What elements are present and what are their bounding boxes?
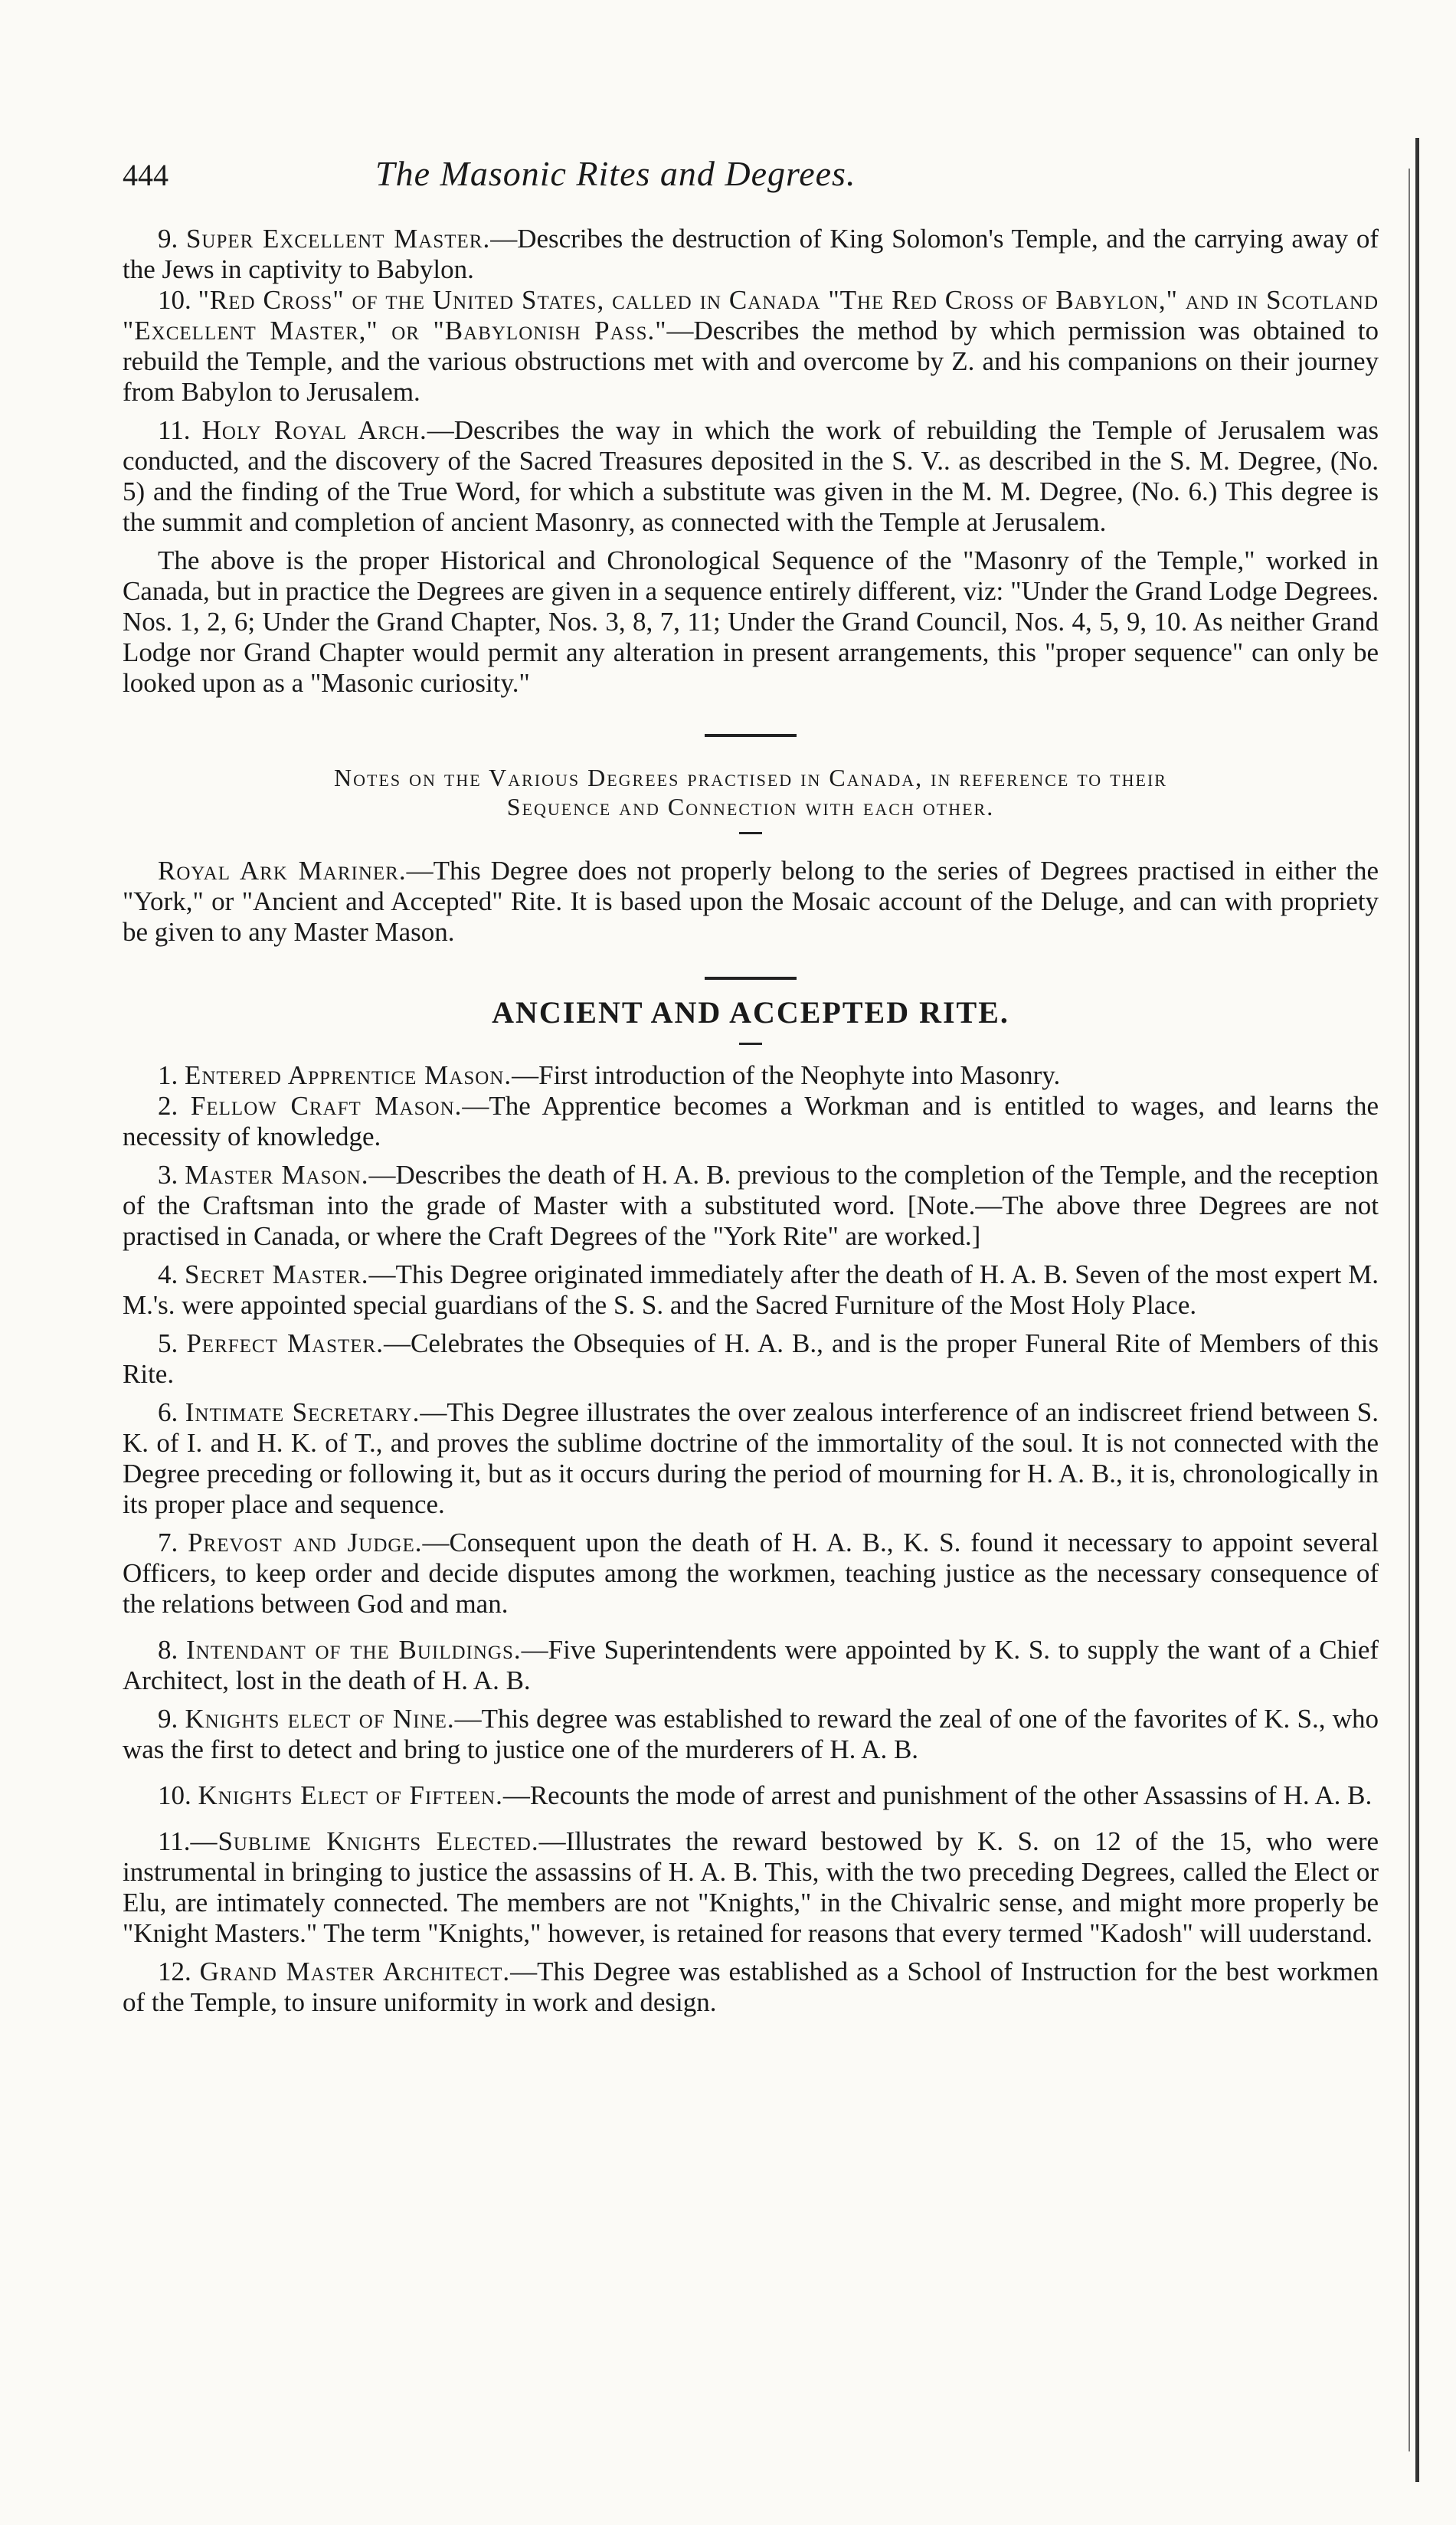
list-item: 8. Intendant of the Buildings.—Five Superintendents were appointed by K. S. to supply the want of a Chief Architect, lost in the death of H. A. B.	[123, 1635, 1379, 1695]
list-item: 7. Prevost and Judge.—Consequent upon the death of H. A. B., K. S. found it necessary to appoint several Officers, to keep order and decide disputes among the workmen, teaching justice as the necessary consequence of the relations between God and man.	[123, 1528, 1379, 1619]
page-header	[123, 153, 1379, 207]
top-items	[123, 224, 1379, 699]
list-item: 9. Knights elect of Nine.—This degree was established to reward the zeal of one of the favorites of K. S., who was the first to detect and bring to justice one of the murderers of H. A. B.	[123, 1704, 1379, 1764]
section-heading: ANCIENT AND ACCEPTED RITE.	[492, 995, 1009, 1030]
royal-ark-paragraph: Royal Ark Mariner.—This Degree does not properly belong to the series of Degrees practised in either the "York," or "Ancient and Accepted" Rite. It is based upon the Mosaic account of the Deluge, and can with propriety be given to any Master Mason.	[123, 856, 1379, 947]
running-title: The Masonic Rites and Degrees.	[375, 154, 856, 193]
section-divider	[705, 734, 797, 737]
list-item: 2. Fellow Craft Mason.—The Apprentice becomes a Workman and is entitled to wages, and learns the necessity of knowledge.	[123, 1091, 1379, 1151]
page-number: 444	[123, 158, 169, 192]
short-divider	[739, 832, 762, 834]
short-divider	[739, 1043, 762, 1045]
list-item: 1. Entered Apprentice Mason.—First introduction of the Neophyte into Masonry.	[158, 1060, 1061, 1090]
page-edge-border-inner	[1409, 169, 1410, 2451]
list-item: 3. Master Mason.—Describes the death of H. A. B. previous to the completion of the Temple, and the reception of the Craftsman into the grade of Master with a substituted word. [Note.—The above three Degrees are not practised in Canada, or where the Craft Degrees of the "York Rite" are worked.]	[123, 1160, 1379, 1251]
rite-items	[123, 1060, 1379, 2018]
list-item: 11. Holy Royal Arch.—Describes the way in which the work of rebuilding the Temple of Jerusalem was conducted, and the discovery of the Sacred Treasures deposited in the S. V.. as described in the S. M. Degree, (No. 5) and the finding of the True Word, for which a substitute was given in the M. M. Degree, (No. 6.) This degree is the summit and completion of ancient Masonry, as connected with the Temple at Jerusalem.	[123, 415, 1379, 537]
book-page	[123, 153, 1379, 2018]
list-item: 12. Grand Master Architect.—This Degree was established as a School of Instruction for the best workmen of the Temple, to insure uniformity in work and design.	[123, 1957, 1379, 2017]
list-item: 9. Super Excellent Master.—Describes the destruction of King Solomon's Temple, and the carrying away of the Jews in captivity to Babylon.	[123, 224, 1379, 284]
sequence-paragraph: The above is the proper Historical and Chronological Sequence of the "Masonry of the Temple," worked in Canada, but in practice the Degrees are given in a sequence entirely different, viz: "Under the Grand Lodge Degrees. Nos. 1, 2, 6; Under the Grand Chapter, Nos. 3, 8, 7, 11; Under the Grand Council, Nos. 4, 5, 9, 10. As neither Grand Lodge nor Grand Chapter would permit any alteration in present arrangements, this "proper sequence" can only be looked upon as a "Masonic curiosity."	[123, 545, 1379, 698]
list-item: 10. "Red Cross" of the United States, called in Canada "The Red Cross of Babylon," and in Scotland "Excellent Master," or "Babylonish Pass."—Describes the method by which permission was obtained to rebuild the Temple, and the various obstructions met with and overcome by Z. and his companions on their journey from Babylon to Jerusalem.	[123, 285, 1379, 407]
notes-heading: Notes on the Various Degrees practised in Canada, in reference to their Sequence and Connection with each other.	[334, 764, 1167, 820]
list-item: 10. Knights Elect of Fifteen.—Recounts the mode of arrest and punishment of the other Assassins of H. A. B.	[158, 1780, 1373, 1810]
section-divider	[705, 977, 797, 980]
list-item: 6. Intimate Secretary.—This Degree illustrates the over zealous interference of an indiscreet friend between S. K. of I. and H. K. of T., and proves the sublime doctrine of the immortality of the soul. It is not connected with the Degree preceding or following it, but as it occurs during the period of mourning for H. A. B., it is, chronologically in its proper place and sequence.	[123, 1397, 1379, 1519]
list-item: 4. Secret Master.—This Degree originated immediately after the death of H. A. B. Seven of the most expert M. M.'s. were appointed special guardians of the S. S. and the Sacred Furniture of the Most Holy Place.	[123, 1259, 1379, 1320]
page-edge-border	[1415, 138, 1419, 2482]
list-item: 5. Perfect Master.—Celebrates the Obsequies of H. A. B., and is the proper Funeral Rite of Members of this Rite.	[123, 1328, 1379, 1389]
list-item: 11.—Sublime Knights Elected.—Illustrates the reward bestowed by K. S. on 12 of the 15, who were instrumental in bringing to justice the assassins of H. A. B. This, with the two preceding Degrees, called the Elect or Elu, are intimately connected. The members are not "Knights," in the Chivalric sense, and might more properly be "Knight Masters." The term "Knights," however, is retained for reasons that every termed "Kadosh" will uuderstand.	[123, 1826, 1379, 1948]
